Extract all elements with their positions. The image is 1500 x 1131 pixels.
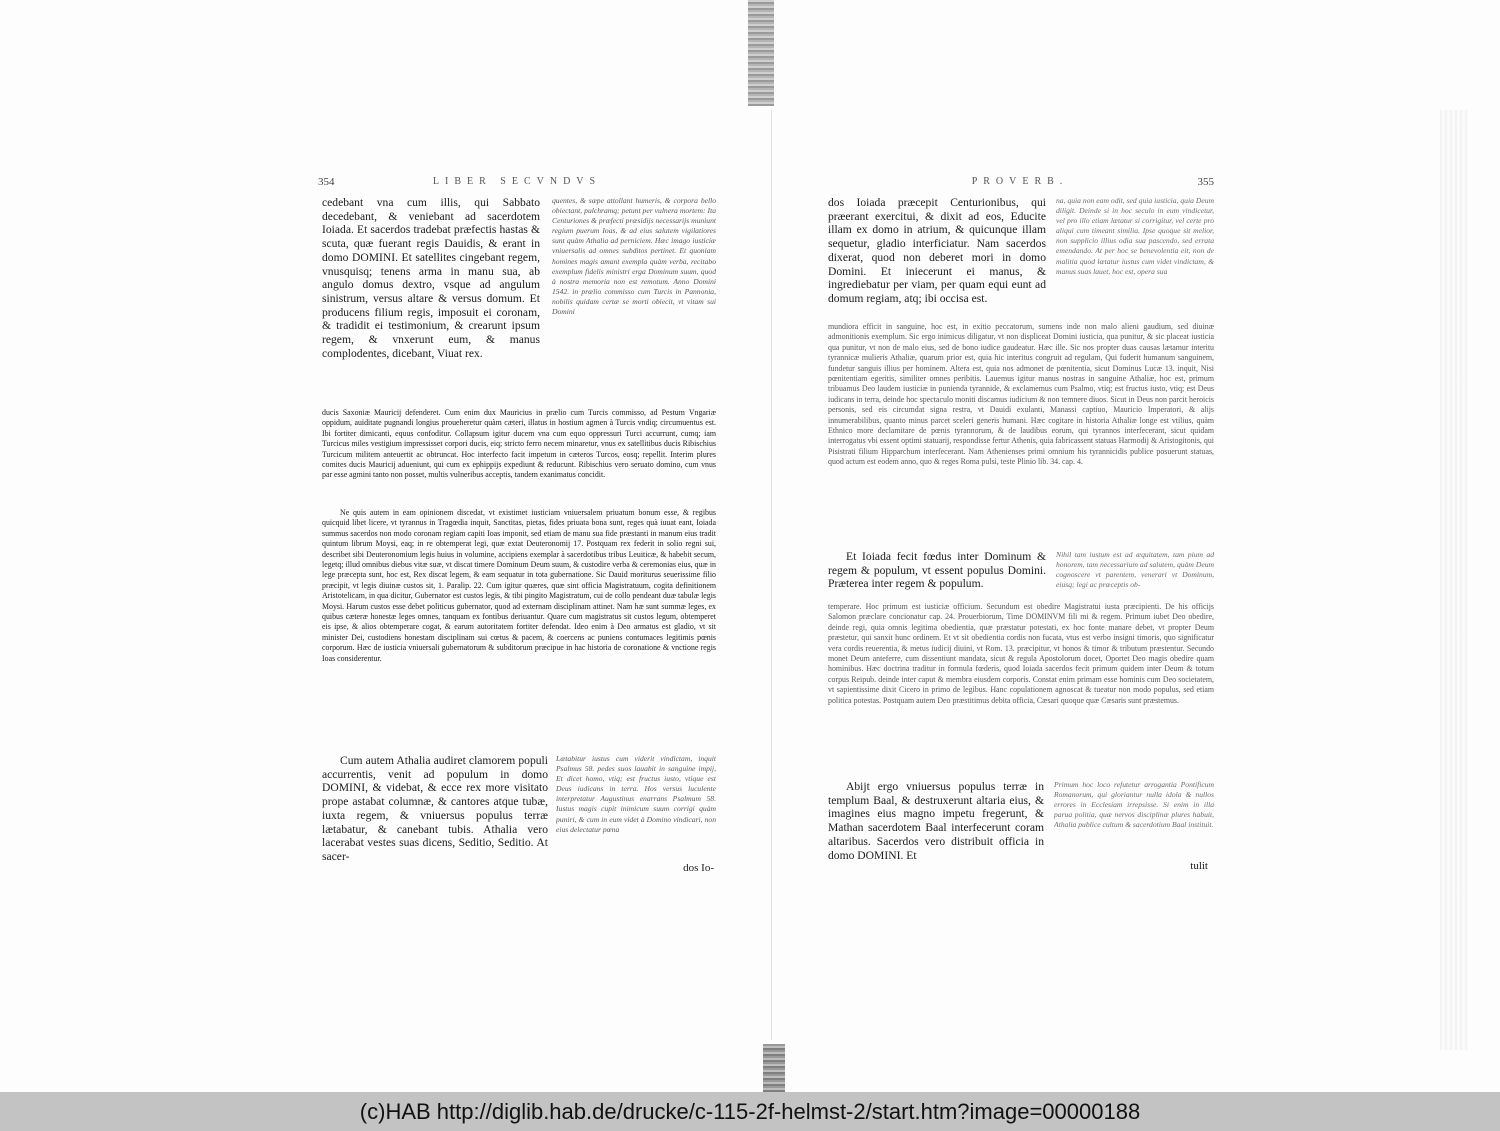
right-page	[826, 172, 1214, 882]
left-commentary-1: ducis Saxoniæ Mauricij defenderet. Cum enim dux Mauricius in prælio cum Turcis commisso, ad Pestum Vngariæ oppidum, auiditate pugnandi longius proueheretur quàm cæteri, illatus in hostium agmen à Turcis vndiq; circumuentus est. Ibi fortiter dimicanti, equus confoditur. Collapsum igitur ducem vna cum equo oppressuri Turci accurrunt, cumq; iam Turcicus miles vestigium impressisset corpori ducis, eiq; stricto ferro necem minaretur, vnus ex satellitibus ducis Ribischius Turcicum militem anteuertit ac obtruncat. Hoc interfecto facit impetum in cæteros Turcos, eosq; repellit. Interim plures comites ducis Mauricij adueniunt, qui cum ex ephippijs expediunt & reducunt. Ribischius vero seruato domino, cum vnus par esse agmini tanto non posset, multis vulneribus acceptis, tandem exanimatus concidit.	[322, 408, 716, 480]
right-commentary-2: temperare. Hoc primum est iusticiæ officium. Secundum est obedire Magistratui iusta præcipienti. De his officijs Salomon præclare concionatur cap. 24. Prouerbiorum, Time DOMINVM fili mi & regem. Primum iubet Deo obedire, deinde regi, quia omnis legitima obedientia, quæ præstatur potestati, ex hoc fonte manare debet, vt propter Deum præstetur, qui sanxit hunc ordinem. Et vt sit obedientia cordis non fucata, vtus est verbo insigni timoris, quo significatur vera cordis reuerentia, & metus iudicij diuini, vt Rom. 13. præcipitur, vt honos & timor & tributum præstentur. Secundo monet Deum anteferre, cum dissentiunt mandata, sicut & regula Apostolorum docet, Oportet Deo magis obedire quam hominibus. Hæc doctrina traditur in formula fœderis, quod Ioiada sacerdos fecit primum quidem inter Deum & totum corpus Reipub. deinde inter caput & membra eiusdem corporis. Constat enim primam esse hominis cum Deo societatem, vt sapientissime dixit Cicero in primo de legibus. Hanc copulationem agnoscat & tueatur non modo populus, sed etiam politica potestas. Postquam autem Deo præstitimus debita officia, Cæsari quoque quæ Cæsaris sunt præstemus.	[828, 602, 1214, 705]
right-page-header	[826, 176, 1214, 190]
right-running-head: PROVERB.	[971, 176, 1069, 187]
right-main-text-middle: Et Ioiada fecit fœdus inter Dominum & regem & populum, vt essent populus Domini. Præterea inter regem & populum.	[828, 550, 1046, 591]
left-page-header	[318, 176, 716, 190]
left-commentary-2: Ne quis autem in eam opinionem discedat, vt existimet iusticiam vniuersalem priuatum bonum esse, & regibus quicquid libet licere, vt tyrannus in Tragœdia inquit, Sanctitas, pietas, fides priuata bona sunt, reges quà iuuat eant, Ioiada summus sacerdos non modo coronam regiam capiti Ioas imponit, sed etiam de manu sua fide præstanti in manum eius tradit quintum librum Moysi, eaq; in re obtemperat legi, quæ extat Deuteronomij 17. Postquam rex federit in solio regni sui, describet sibi Deuteronomium legis huius in volumine, accipiens exemplar à sacerdotibus tribus Leuiticæ, & habebit secum, legetq; illud omnibus diebus vitæ suæ, vt discat timere Dominum Deum suum, & custodire verba & ceremonias eius, quæ in lege præcepta sunt, hoc est, Rex discat legem, & eam sequatur in tota gubernatione. Sic Dauid moriturus seuerissime filio præcipit, vt legis diuinæ custos sit, 1. Paralip. 22. Cum igitur quæres, quæ sint officia Magistratuum, cogita definitionem Aristotelicam, in qua dicitur, Gubernator est custos legis, & tibi pingito Magistratum, cui de collo pendeant duæ tabulæ legis Moysi. Harum custos esse debet politicus gubernator, quod ad externam disciplinam attinet. Nam hæ sunt summæ leges, ex quibus cæteræ honestæ leges omnes, tanquam ex fontibus deriuantur. Quare cum magistratus sit custos legum, obtemperet eis ipse, & alios obtemperare cogat, & earum autoritatem fortiter defendat. Ideo enim à Deo armatus est gladio, vt sit minister Dei, custodiens honestam disciplinam sui cœtus & pacem, & coercens ac puniens contumaces legitimis pœnis corporum. Hæc de iusticia vniuersali gubernatorum & subditorum præcipue in hac historia de coronatione & vnctione regis Ioas considerentur.	[322, 508, 716, 663]
binding-gutter-line	[771, 110, 772, 1040]
left-main-text-bottom: Cum autem Athalia audiret clamorem populi accurrentis, venit ad populum in domo DOMINI, & videbat, & ecce rex more visitato prope astabat columnæ, & cantores atque tubæ, iuxta regem, & vniuersus populus terræ lætabatur, & canebant tubis. Athalia vero lacerabat vestes suas dicens, Seditio, Seditio. At sacer-	[322, 754, 548, 863]
left-main-text-top: cedebant vna cum illis, qui Sabbato decedebant, & veniebant ad sacerdotem Ioiada. Et sacerdos tradebat præfectis hastas & scuta, quæ fuerant regis Dauidis, & erant in domo DOMINI. Et satellites cingebant regem, vnusquisq; tenens arma in manu sua, ab angulo domus dextro, vsque ad angulum sinistrum, versus altare & versus domum. Et producens filium regis, imposuit ei coronam, & tradidit ei testimonium, & crearunt ipsum regem, & vnxerunt eum, & manus complodentes, dicebant, Viuat rex.	[322, 196, 540, 360]
right-catchword: tulit	[1190, 860, 1208, 872]
left-page-number: 354	[318, 176, 335, 188]
right-page-number: 355	[1197, 176, 1214, 188]
right-main-text-top: dos Ioiada præcepit Centurionibus, qui præerant exercitui, & dixit ad eos, Educite illam ex domo in atrium, & quicunque illam sequetur, gladio interficiatur. Nam sacerdos dixerat, quod non deberet mori in domo Domini. Et iniecerunt ei manus, & ingrediebatur per viam, per quam equi eunt ad domum regiam, atq; ibi occisa est.	[828, 196, 1046, 305]
left-side-gloss-bottom: Lætabitur iustus cum viderit vindictam, inquit Psalmus 58. pedes suos lauabit in sanguine impij, Et dicet homo, vtiq; est fructus iusto, vtique est Deus iudicans in terra. Hos versus luculente interpretatur Augustinus enarrans Psalmum 58. Iustus magis cupit inimicum suum corrigi quàm puniri, & cum in eum videt à Domino vindicari, non eius delectatur pœna	[556, 754, 716, 834]
binding-gutter-top	[748, 0, 774, 106]
binding-gutter-bottom	[763, 1044, 785, 1092]
left-side-gloss-top: quentes, & sæpe attollant humeris, & corpora bello obiectant, pulchramq; petunt per vulnera mortem: Ita Centuriones & præfecti præsidijs necessarijs muniunt regium puerum Ioas, & ad eius salutem vigilatiores sunt quàm Athalia ad perniciem. Hæc imago iusticiæ vniuersalis ad omnes subditos pertinet. Et quoniam homines magis amant exempla quàm verba, recitabo exemplum fidelis ministri erga Dominum suum, quod à nostra memoria non est remotum. Anno Domini 1542. in prælio commisso cum Turcis in Pannonia, nobilis quidam certæ se morti obiecit, vt vitam sui Domini	[552, 196, 716, 317]
image-credit-bar	[0, 1092, 1500, 1131]
right-main-text-bottom: Abijt ergo vniuersus populus terræ in templum Baal, & destruxerunt altaria eius, & imagines eius magno impetu fregerunt, & Mathan sacerdotem Baal interfecerunt coram altaribus. Sacerdos vero distribuit officia in domo DOMINI. Et	[828, 780, 1044, 862]
left-page	[318, 172, 716, 882]
right-side-gloss-top: na, quia non eam odit, sed quia iusticia, quia Deum diligit. Deinde si in hoc seculo in eum vindicetur, vel pro illo etiam lætatur si corrigitur, vel certe pro aliqui cum timeant similia. Ipse quoque sit melior, non supplicio illius odia sua pascendo, sed errata emendando. At per hoc se benevolentia eit, non de malitia quod lætatur iustus cum videt vindictam, & manus suas lauet, hoc est, opera sua	[1056, 196, 1214, 276]
page-edge-shadow	[1440, 110, 1468, 1050]
right-side-gloss-bottom: Primum hoc loco refutetur arrogantia Pontificum Romanorum, qui gloriantur nulla idola & nullos errores in Ecclesiam irrepsisse. Si enim in illa parua politia, quæ nervos disciplinæ plures habuit, Athalia publice cultum & sacerdotium Baal instituit.	[1054, 780, 1214, 830]
right-commentary-1: mundiora efficit in sanguine, hoc est, in exitio peccatorum, sumens inde non malo alieni gaudium, sed diuinæ admonitionis exemplum. Sic ergo inimicus diligatur, vt non displiceat Domini iusticia, qua punitur, & sic placeat iusticia qua punitur, vt non de malo eius, sed de bono iudice gaudeatur. Hæc ille. Sic nos propter duas causas lætamur interitu tyrannicæ mulieris Athaliæ, quarum prior est, quia hic interitus congruit ad regulam, Qui fuderit humanum sanguinem, fundetur sanguis illius per hominem. Altera est, quia nos admonet de pœnitentia, sicut Dominus Lucæ 13. inquit, Nisi pœnitentiam egeritis, similiter omnes peribitis. Lauemus igitur manus nostras in sanguine Athaliæ, hoc est, primum tribuamus Deo laudem iusticiæ in punienda tyrannide, & exclamemus cum Psalmo, vtiq; est fructus iusto, vtiq; est Deus iudicans in terra, deinde hoc spectaculo moniti discamus iudicium & non temnere diuos. Sicut in Deus non parcit heroicis personis, sed eis circumdat signa restra, vt Dauidi exulanti, Manassi captiuo, Mauricio Imperatori, & alijs innumerabilibus, quanto minus parcet sceleri generis humani. Hæc cogitare in historia Athaliæ longe est vtilius, quàm Ethnico more declamitare de pœnis tyrannorum, & de laudibus eorum, qui tyrannos interfecerant, sicut quidam interrogatus vbi essent optimi statuarij, respondisse fertur Athenis, quia fabricassent statuas Harmodij & Aristogitonis, qui Pisistrati filium Hipparchum interfecerant. Nam Athenienses primi omnium his tyrannicidis publice posuerunt statuas, quod actum est eodem anno, quo & reges Roma pulsi, teste Plinio lib. 34. cap. 4.	[828, 322, 1214, 467]
left-running-head: LIBER SECVNDVS	[432, 176, 602, 187]
left-catchword: dos Io-	[683, 862, 714, 874]
right-side-gloss-middle: Nihil tam iustum est ad æquitatem, tam pium ad honorem, tam necessarium ad salutem, quàm Deum cognoscere vt parentem, venerari vt Dominum, eiusq; legi ac præceptis ob-	[1056, 550, 1214, 590]
image-credit-text: (c)HAB http://diglib.hab.de/drucke/c-115-2f-helmst-2/start.htm?image=00000188	[359, 1099, 1141, 1124]
